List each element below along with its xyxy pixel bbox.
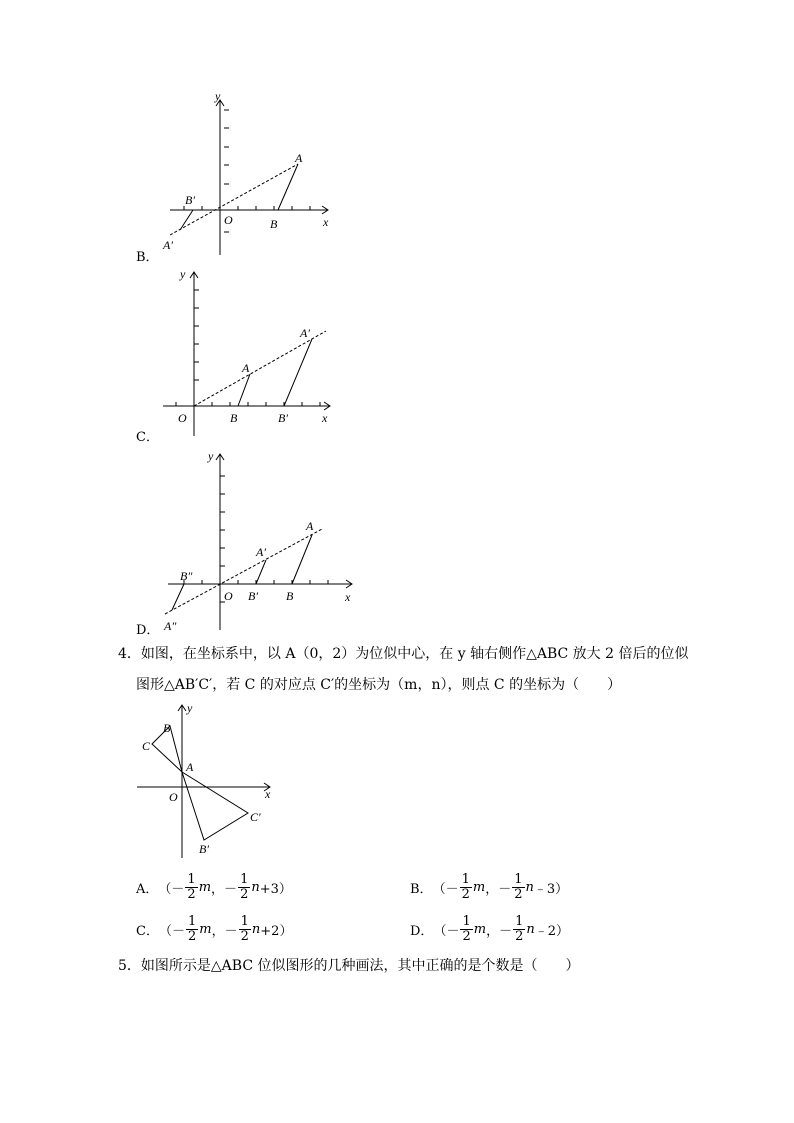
option-b-label[interactable]: B． xyxy=(136,250,159,265)
point-Bpp-label: B″ xyxy=(180,569,193,583)
point-B-label: B xyxy=(230,411,238,425)
q5-text: 5．如图所示是△ABC 位似图形的几种画法，其中正确的是个数是（ ） xyxy=(118,958,580,974)
point-Ap-label: A′ xyxy=(300,326,310,340)
origin-label: O xyxy=(178,411,187,425)
y-axis-label: y xyxy=(187,701,193,715)
y-axis-label: y xyxy=(208,449,214,463)
segment-AB xyxy=(292,535,312,584)
q4-text-line1: 4．如图，在坐标系中，以 A（0，2）为位似中心，在 y 轴右侧作△ABC 放大 2 倍后的位似 xyxy=(118,646,689,662)
point-Ap-label: A′ xyxy=(163,238,173,252)
point-Cp-label: C′ xyxy=(250,810,261,824)
point-Bp-label: B′ xyxy=(199,842,209,856)
graph-option-c xyxy=(158,264,338,439)
segment-ApBp xyxy=(284,339,312,406)
fraction: $\frac{1}{2}$ xyxy=(240,914,249,944)
fraction: $\frac{1}{2}$ xyxy=(187,914,197,944)
point-A-label: A xyxy=(295,151,303,165)
x-axis-label: x xyxy=(323,215,329,229)
y-axis-label: y xyxy=(215,92,221,103)
point-Ap-label: A′ xyxy=(256,545,266,559)
option-d-label[interactable]: D． xyxy=(136,623,160,638)
origin-label: O xyxy=(224,213,233,227)
fraction: $\frac{1}{2}$ xyxy=(462,914,471,944)
point-B-label: B xyxy=(286,589,294,603)
point-B-label: B xyxy=(163,721,171,735)
segment-AB xyxy=(278,164,298,210)
graph-option-b xyxy=(160,92,340,262)
answer-b[interactable]: B． （ － $\frac{1}{2}$ m ， － $\frac{1}{2}$ n ﹣3） xyxy=(410,872,569,902)
origin-label: O xyxy=(169,790,178,804)
segment-AB xyxy=(238,374,250,406)
q4-figure xyxy=(132,700,282,860)
point-A-label: A xyxy=(306,519,314,533)
point-Bp-label: B′ xyxy=(185,193,195,207)
option-c-label[interactable]: C． xyxy=(136,430,159,445)
point-App-label: A″ xyxy=(164,619,177,633)
point-C-label: C xyxy=(142,739,151,753)
answer-d[interactable]: D． （ － $\frac{1}{2}$ m ， － $\frac{1}{2}$ n ﹣2） xyxy=(410,914,570,944)
graph-option-d xyxy=(160,446,360,636)
x-axis-label: x xyxy=(265,787,271,801)
fraction: $\frac{1}{2}$ xyxy=(187,872,196,902)
triangle-ABpCp xyxy=(182,772,248,840)
y-axis-label: y xyxy=(180,267,186,281)
point-Bp-label: B′ xyxy=(278,411,288,425)
segment-AppBpp xyxy=(172,584,184,610)
answer-c[interactable]: C． （ － $\frac{1}{2}$ m ， － $\frac{1}{2}$ n +2） xyxy=(136,914,293,944)
x-axis-label: x xyxy=(322,411,328,425)
point-A-label: A xyxy=(186,760,194,774)
origin-label: O xyxy=(224,589,233,603)
fraction: $\frac{1}{2}$ xyxy=(515,914,524,944)
q4-text-line2: 图形△AB′C′，若 C 的对应点 C′的坐标为（m，n），则点 C 的坐标为（ ） xyxy=(136,677,622,693)
answer-a[interactable]: A． （ － $\frac{1}{2}$ m ， － $\frac{1}{2}$ n +3） xyxy=(136,872,292,902)
fraction: $\frac{1}{2}$ xyxy=(461,872,470,902)
point-Bp-label: B′ xyxy=(248,589,258,603)
dashed-ray xyxy=(194,331,326,406)
fraction: $\frac{1}{2}$ xyxy=(240,872,249,902)
x-axis-label: x xyxy=(345,590,351,604)
segment-ApBp xyxy=(180,210,193,230)
point-B-label: B xyxy=(270,217,278,231)
point-A-label: A xyxy=(242,361,250,375)
fraction: $\frac{1}{2}$ xyxy=(514,872,523,902)
